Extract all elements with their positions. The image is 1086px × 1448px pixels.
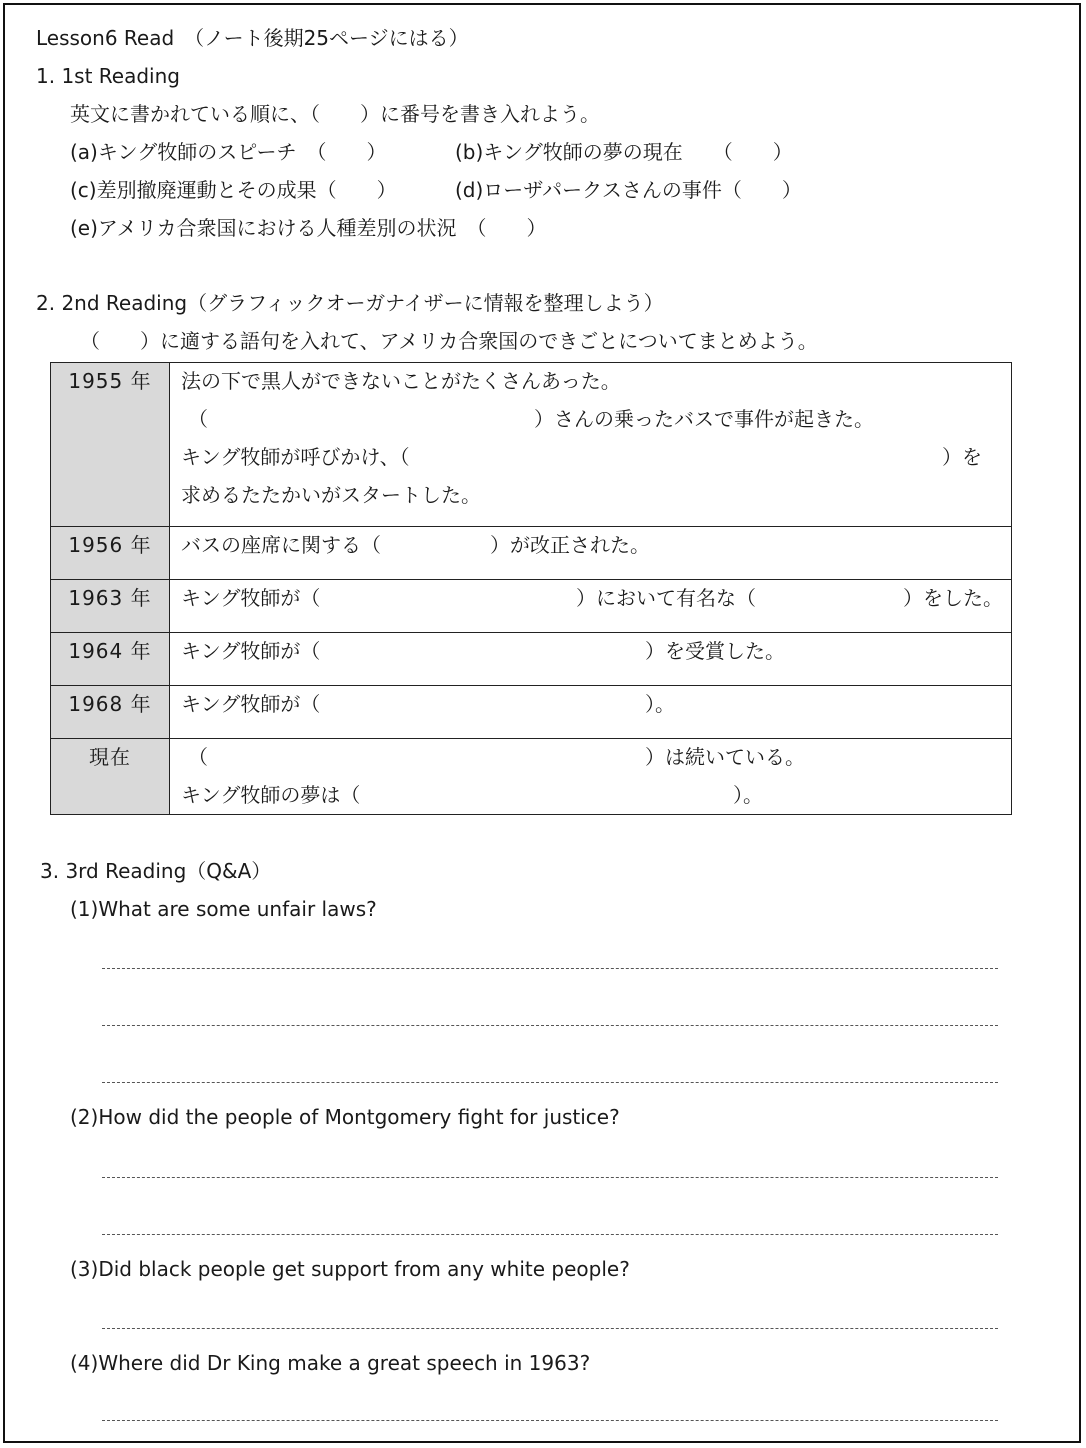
table-row <box>51 686 1012 739</box>
year-cell <box>51 686 170 739</box>
event-text: キング牧師が呼びかけ、（ <box>181 445 410 469</box>
table-row <box>51 363 1012 527</box>
year-cell <box>51 363 170 527</box>
section3-heading: 3. 3rd Reading（Q&A） <box>40 859 272 883</box>
section1-item-c: (c)差別撤廃運動とその成果（ ） <box>70 178 397 202</box>
answer-line[interactable] <box>102 1420 998 1421</box>
question-3: (3)Did black people get support from any white people? <box>70 1257 630 1281</box>
section1-item-d: (d)ローザパークスさんの事件（ ） <box>455 178 802 202</box>
answer-line[interactable] <box>102 1328 998 1329</box>
section1-item-b: (b)キング牧師の夢の現在 （ ） <box>455 140 793 164</box>
event-text: ）をした。 <box>903 586 1003 610</box>
event-cell <box>170 527 1012 580</box>
section2-heading: 2. 2nd Reading（グラフィックオーガナイザーに情報を整理しよう） <box>36 291 664 315</box>
event-text: 法の下で黒人ができないことがたくさんあった。 <box>181 369 621 393</box>
year-cell <box>51 739 170 815</box>
section1-item-a: (a)キング牧師のスピーチ （ ） <box>70 140 387 164</box>
event-text: ）は続いている。 <box>645 745 805 769</box>
answer-line[interactable] <box>102 968 998 969</box>
question-2: (2)How did the people of Montgomery fight for justice? <box>70 1105 620 1129</box>
year-label: 現在 <box>89 745 131 769</box>
event-text: ）さんの乗ったバスで事件が起きた。 <box>534 407 874 431</box>
blank-open: （ <box>188 407 208 431</box>
year-cell <box>51 633 170 686</box>
year-cell <box>51 580 170 633</box>
event-text: キング牧師が（ <box>181 586 321 610</box>
section1-item-e: (e)アメリカ合衆国における人種差別の状況 （ ） <box>70 216 547 240</box>
event-text: ）が改正された。 <box>490 533 650 557</box>
event-text: 求めるたたかいがスタートした。 <box>181 483 481 507</box>
table-row <box>51 633 1012 686</box>
timeline-table <box>50 362 1012 815</box>
question-4: (4)Where did Dr King make a great speech in 1963? <box>70 1351 591 1375</box>
event-cell <box>170 739 1012 815</box>
question-1: (1)What are some unfair laws? <box>70 897 377 921</box>
answer-line[interactable] <box>102 1025 998 1026</box>
answer-line[interactable] <box>102 1177 998 1178</box>
event-cell <box>170 363 1012 527</box>
year-label: 1964 年 <box>68 639 152 663</box>
table-row <box>51 580 1012 633</box>
event-text: ）。 <box>733 783 763 807</box>
event-cell <box>170 633 1012 686</box>
year-label: 1956 年 <box>68 533 152 557</box>
year-label: 1963 年 <box>68 586 152 610</box>
year-cell <box>51 527 170 580</box>
blank-open: （ <box>188 745 208 769</box>
event-text: ）を <box>942 445 982 469</box>
answer-line[interactable] <box>102 1082 998 1083</box>
event-text: キング牧師が（ <box>181 639 321 663</box>
section2-instruction: （ ）に適する語句を入れて、アメリカ合衆国のできごとについてまとめよう。 <box>80 329 818 353</box>
table-row <box>51 739 1012 815</box>
table-row <box>51 527 1012 580</box>
answer-line[interactable] <box>102 1234 998 1235</box>
event-text: ）を受賞した。 <box>645 639 785 663</box>
year-label: 1968 年 <box>68 692 152 716</box>
event-text: キング牧師が（ <box>181 692 321 716</box>
event-cell <box>170 686 1012 739</box>
event-text: ）において有名な（ <box>576 586 756 610</box>
event-text: バスの座席に関する（ <box>181 533 381 557</box>
section1-heading: 1. 1st Reading <box>36 64 180 88</box>
event-text: ）。 <box>645 692 675 716</box>
section1-instruction: 英文に書かれている順に、（ ）に番号を書き入れよう。 <box>70 102 600 126</box>
year-label: 1955 年 <box>68 369 152 393</box>
event-cell <box>170 580 1012 633</box>
page-title: Lesson6 Read （ノート後期25ページにはる） <box>36 26 469 50</box>
event-text: キング牧師の夢は（ <box>181 783 361 807</box>
